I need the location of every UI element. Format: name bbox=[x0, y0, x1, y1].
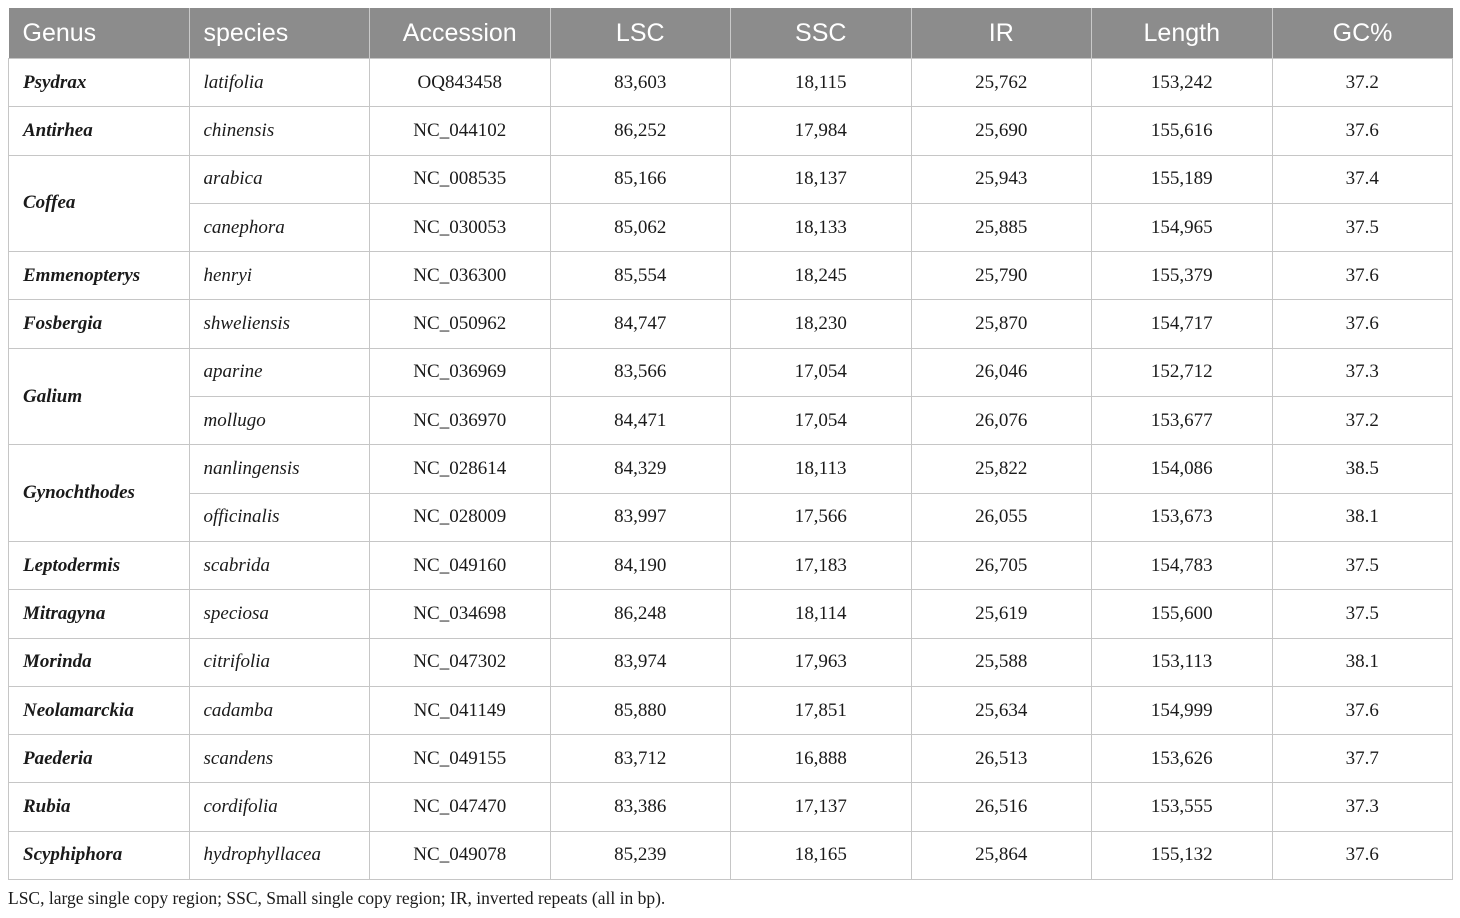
cell-genus: Psydrax bbox=[9, 59, 190, 107]
cell-accession: OQ843458 bbox=[370, 59, 551, 107]
cell-length: 155,379 bbox=[1092, 252, 1273, 300]
table-row bbox=[9, 831, 1453, 879]
cell-gc: 37.3 bbox=[1272, 783, 1453, 831]
cell-length: 154,086 bbox=[1092, 445, 1273, 493]
table-footnote: LSC, large single copy region; SSC, Small single copy region; IR, inverted repeats (all in bp). bbox=[8, 888, 666, 908]
cell-gc: 37.7 bbox=[1272, 735, 1453, 783]
cell-accession: NC_041149 bbox=[370, 686, 551, 734]
cell-lsc: 83,997 bbox=[550, 493, 731, 541]
cell-species: citrifolia bbox=[189, 638, 370, 686]
cell-accession: NC_047302 bbox=[370, 638, 551, 686]
cell-gc: 37.6 bbox=[1272, 252, 1453, 300]
table-header bbox=[9, 8, 1453, 59]
cell-accession: NC_044102 bbox=[370, 107, 551, 155]
cell-accession: NC_036300 bbox=[370, 252, 551, 300]
cell-length: 155,600 bbox=[1092, 590, 1273, 638]
table-row bbox=[9, 735, 1453, 783]
cell-ir: 25,762 bbox=[911, 59, 1092, 107]
cell-lsc: 85,880 bbox=[550, 686, 731, 734]
cell-ir: 26,705 bbox=[911, 541, 1092, 589]
cell-lsc: 83,566 bbox=[550, 348, 731, 396]
cell-lsc: 84,329 bbox=[550, 445, 731, 493]
cell-ssc: 17,851 bbox=[731, 686, 912, 734]
table-row bbox=[9, 493, 1453, 541]
cell-species: nanlingensis bbox=[189, 445, 370, 493]
table-row bbox=[9, 155, 1453, 203]
cell-length: 153,555 bbox=[1092, 783, 1273, 831]
header-gc: GC% bbox=[1272, 8, 1453, 59]
cell-ssc: 18,115 bbox=[731, 59, 912, 107]
cell-ir: 26,513 bbox=[911, 735, 1092, 783]
table-row bbox=[9, 300, 1453, 348]
cell-length: 153,673 bbox=[1092, 493, 1273, 541]
cell-ir: 26,046 bbox=[911, 348, 1092, 396]
table-row bbox=[9, 397, 1453, 445]
cell-accession: NC_034698 bbox=[370, 590, 551, 638]
header-length: Length bbox=[1092, 8, 1273, 59]
cell-genus: Coffea bbox=[9, 155, 190, 252]
cell-lsc: 85,554 bbox=[550, 252, 731, 300]
cell-species: mollugo bbox=[189, 397, 370, 445]
cell-lsc: 83,603 bbox=[550, 59, 731, 107]
table-body bbox=[9, 59, 1453, 880]
cell-gc: 38.1 bbox=[1272, 493, 1453, 541]
cell-ssc: 17,984 bbox=[731, 107, 912, 155]
cell-length: 152,712 bbox=[1092, 348, 1273, 396]
cell-accession: NC_028009 bbox=[370, 493, 551, 541]
table-row bbox=[9, 638, 1453, 686]
cell-ir: 26,076 bbox=[911, 397, 1092, 445]
cell-gc: 37.5 bbox=[1272, 203, 1453, 251]
header-accession: Accession bbox=[370, 8, 551, 59]
cell-ir: 25,690 bbox=[911, 107, 1092, 155]
cell-lsc: 84,190 bbox=[550, 541, 731, 589]
cell-length: 153,242 bbox=[1092, 59, 1273, 107]
cell-species: latifolia bbox=[189, 59, 370, 107]
cell-gc: 38.5 bbox=[1272, 445, 1453, 493]
cell-genus: Fosbergia bbox=[9, 300, 190, 348]
cell-length: 155,132 bbox=[1092, 831, 1273, 879]
cell-ir: 25,943 bbox=[911, 155, 1092, 203]
cell-gc: 37.3 bbox=[1272, 348, 1453, 396]
cell-lsc: 86,252 bbox=[550, 107, 731, 155]
cell-length: 154,783 bbox=[1092, 541, 1273, 589]
header-ssc: SSC bbox=[731, 8, 912, 59]
cell-length: 154,965 bbox=[1092, 203, 1273, 251]
cell-ir: 25,634 bbox=[911, 686, 1092, 734]
cell-gc: 37.5 bbox=[1272, 541, 1453, 589]
cell-lsc: 85,239 bbox=[550, 831, 731, 879]
cell-lsc: 85,062 bbox=[550, 203, 731, 251]
cell-length: 154,717 bbox=[1092, 300, 1273, 348]
cell-ssc: 18,133 bbox=[731, 203, 912, 251]
table-row bbox=[9, 203, 1453, 251]
cell-lsc: 85,166 bbox=[550, 155, 731, 203]
cell-length: 155,616 bbox=[1092, 107, 1273, 155]
cell-genus: Paederia bbox=[9, 735, 190, 783]
cell-ssc: 18,113 bbox=[731, 445, 912, 493]
header-row bbox=[9, 8, 1453, 59]
cell-accession: NC_036969 bbox=[370, 348, 551, 396]
cell-ir: 25,864 bbox=[911, 831, 1092, 879]
cell-lsc: 83,712 bbox=[550, 735, 731, 783]
cell-lsc: 84,747 bbox=[550, 300, 731, 348]
cell-ssc: 17,183 bbox=[731, 541, 912, 589]
cell-ir: 25,588 bbox=[911, 638, 1092, 686]
cell-accession: NC_049160 bbox=[370, 541, 551, 589]
cell-ssc: 17,137 bbox=[731, 783, 912, 831]
cell-gc: 37.2 bbox=[1272, 59, 1453, 107]
cell-species: chinensis bbox=[189, 107, 370, 155]
cell-species: arabica bbox=[189, 155, 370, 203]
table-row bbox=[9, 252, 1453, 300]
header-genus: Genus bbox=[9, 8, 190, 59]
cell-gc: 37.6 bbox=[1272, 686, 1453, 734]
cell-species: speciosa bbox=[189, 590, 370, 638]
cell-length: 154,999 bbox=[1092, 686, 1273, 734]
cell-genus: Emmenopterys bbox=[9, 252, 190, 300]
table-row bbox=[9, 590, 1453, 638]
cell-genus: Gynochthodes bbox=[9, 445, 190, 542]
cell-ir: 26,516 bbox=[911, 783, 1092, 831]
cell-species: cordifolia bbox=[189, 783, 370, 831]
cell-ssc: 17,054 bbox=[731, 397, 912, 445]
cell-ir: 25,885 bbox=[911, 203, 1092, 251]
cell-lsc: 83,386 bbox=[550, 783, 731, 831]
cell-accession: NC_030053 bbox=[370, 203, 551, 251]
cell-accession: NC_028614 bbox=[370, 445, 551, 493]
cell-species: cadamba bbox=[189, 686, 370, 734]
cell-ir: 25,619 bbox=[911, 590, 1092, 638]
data-table-container bbox=[8, 8, 1452, 880]
cell-ssc: 16,888 bbox=[731, 735, 912, 783]
cell-gc: 38.1 bbox=[1272, 638, 1453, 686]
cell-accession: NC_036970 bbox=[370, 397, 551, 445]
cell-lsc: 83,974 bbox=[550, 638, 731, 686]
cell-genus: Antirhea bbox=[9, 107, 190, 155]
cell-lsc: 86,248 bbox=[550, 590, 731, 638]
cell-genus: Leptodermis bbox=[9, 541, 190, 589]
cell-ssc: 17,054 bbox=[731, 348, 912, 396]
cell-genus: Neolamarckia bbox=[9, 686, 190, 734]
table-row bbox=[9, 541, 1453, 589]
cell-ir: 25,790 bbox=[911, 252, 1092, 300]
cell-gc: 37.6 bbox=[1272, 107, 1453, 155]
cell-accession: NC_047470 bbox=[370, 783, 551, 831]
header-species: species bbox=[189, 8, 370, 59]
cell-species: officinalis bbox=[189, 493, 370, 541]
cell-ssc: 18,245 bbox=[731, 252, 912, 300]
cell-species: shweliensis bbox=[189, 300, 370, 348]
cell-species: canephora bbox=[189, 203, 370, 251]
cell-gc: 37.5 bbox=[1272, 590, 1453, 638]
cell-gc: 37.2 bbox=[1272, 397, 1453, 445]
cell-ssc: 18,165 bbox=[731, 831, 912, 879]
cell-lsc: 84,471 bbox=[550, 397, 731, 445]
cell-length: 155,189 bbox=[1092, 155, 1273, 203]
cell-accession: NC_049155 bbox=[370, 735, 551, 783]
cell-accession: NC_008535 bbox=[370, 155, 551, 203]
table-row bbox=[9, 59, 1453, 107]
cell-ir: 25,822 bbox=[911, 445, 1092, 493]
cell-genus: Galium bbox=[9, 348, 190, 445]
cell-species: henryi bbox=[189, 252, 370, 300]
table-row bbox=[9, 783, 1453, 831]
chloroplast-genome-table bbox=[8, 8, 1453, 880]
cell-ir: 25,870 bbox=[911, 300, 1092, 348]
cell-ir: 26,055 bbox=[911, 493, 1092, 541]
table-row bbox=[9, 348, 1453, 396]
cell-species: aparine bbox=[189, 348, 370, 396]
cell-ssc: 18,137 bbox=[731, 155, 912, 203]
header-ir: IR bbox=[911, 8, 1092, 59]
cell-genus: Scyphiphora bbox=[9, 831, 190, 879]
cell-ssc: 18,230 bbox=[731, 300, 912, 348]
cell-accession: NC_049078 bbox=[370, 831, 551, 879]
header-lsc: LSC bbox=[550, 8, 731, 59]
cell-genus: Mitragyna bbox=[9, 590, 190, 638]
table-row bbox=[9, 445, 1453, 493]
cell-gc: 37.6 bbox=[1272, 300, 1453, 348]
cell-ssc: 18,114 bbox=[731, 590, 912, 638]
cell-length: 153,677 bbox=[1092, 397, 1273, 445]
cell-ssc: 17,963 bbox=[731, 638, 912, 686]
table-row bbox=[9, 107, 1453, 155]
cell-genus: Rubia bbox=[9, 783, 190, 831]
cell-gc: 37.4 bbox=[1272, 155, 1453, 203]
cell-ssc: 17,566 bbox=[731, 493, 912, 541]
cell-genus: Morinda bbox=[9, 638, 190, 686]
cell-species: scabrida bbox=[189, 541, 370, 589]
cell-length: 153,626 bbox=[1092, 735, 1273, 783]
cell-accession: NC_050962 bbox=[370, 300, 551, 348]
cell-species: scandens bbox=[189, 735, 370, 783]
table-row bbox=[9, 686, 1453, 734]
cell-species: hydrophyllacea bbox=[189, 831, 370, 879]
cell-length: 153,113 bbox=[1092, 638, 1273, 686]
cell-gc: 37.6 bbox=[1272, 831, 1453, 879]
